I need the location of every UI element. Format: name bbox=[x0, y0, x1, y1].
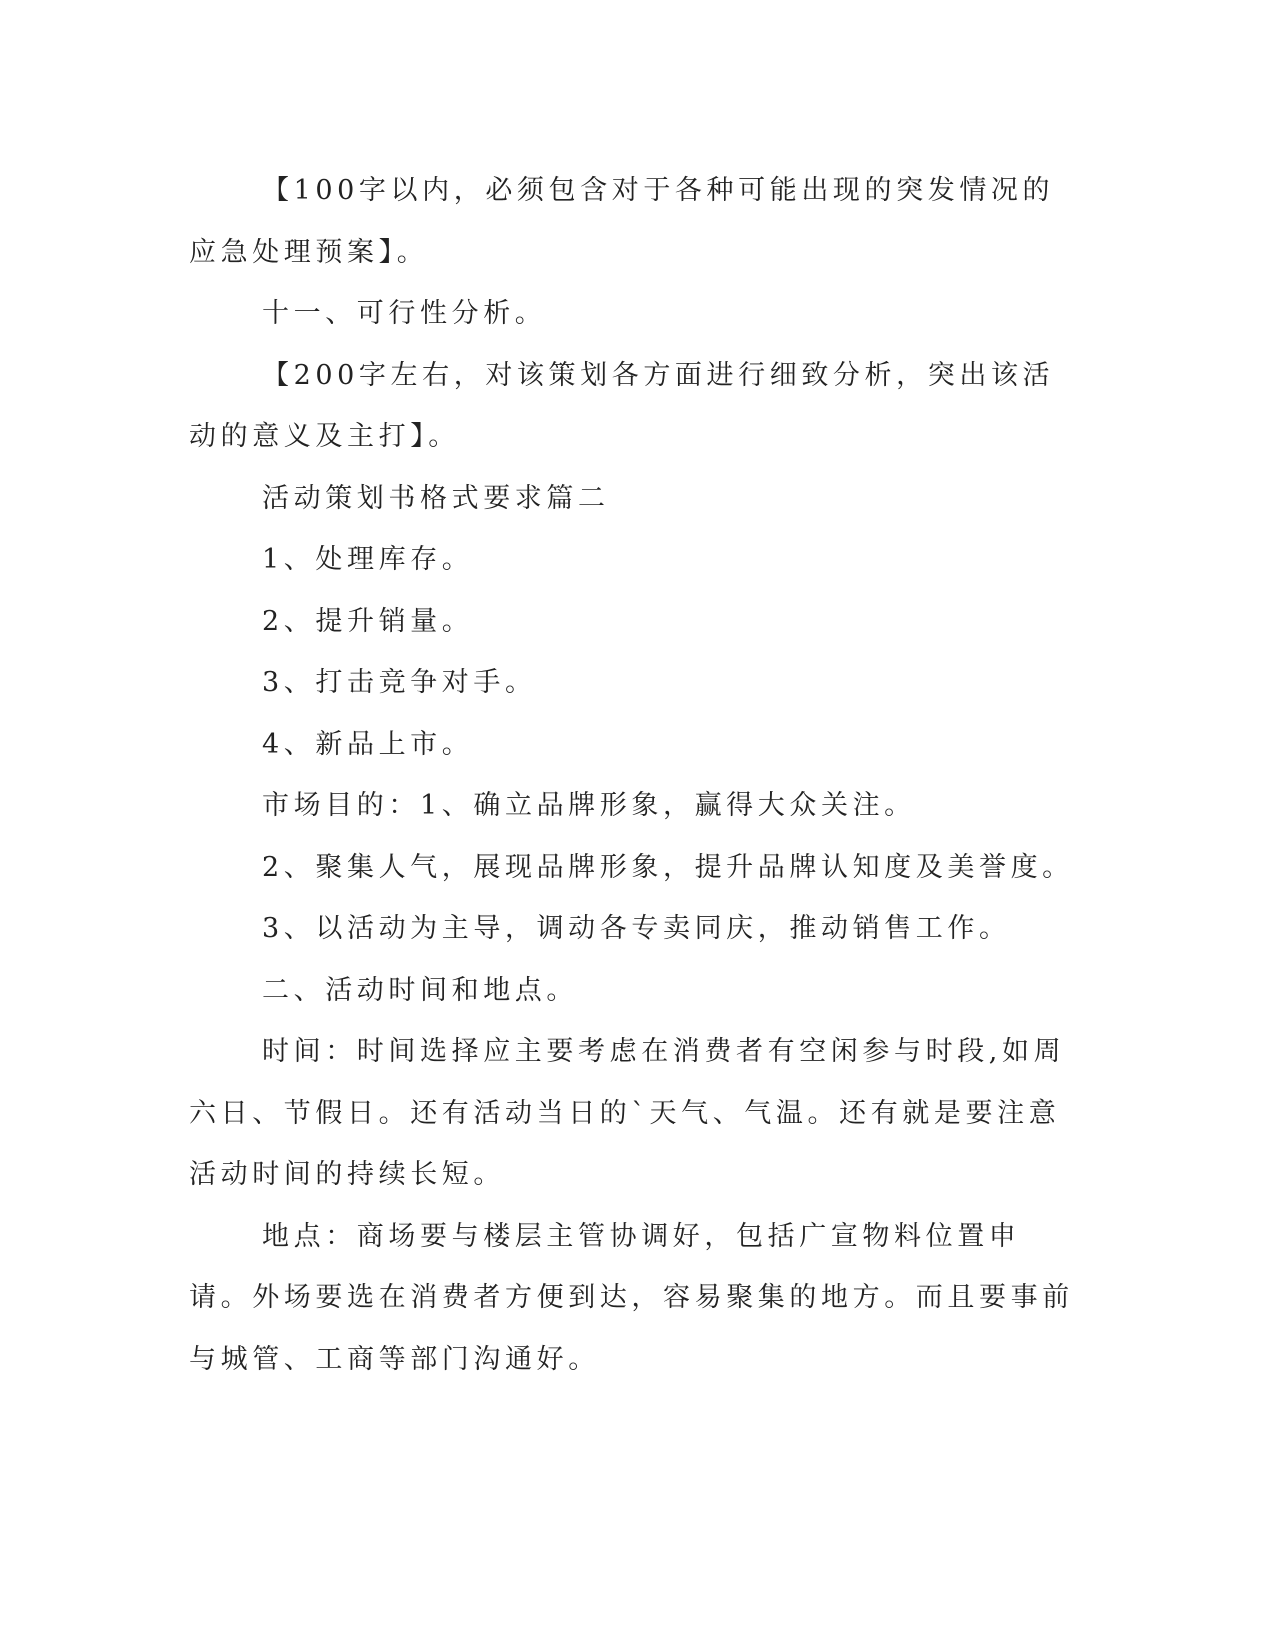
list-item-inventory: 1、处理库存。 bbox=[262, 544, 474, 575]
paragraph-market-goal-1: 市场目的：1、确立品牌形象，赢得大众关注。 bbox=[262, 790, 916, 821]
paragraph-market-goal-2: 2、聚集人气，展现品牌形象，提升品牌认知度及美誉度。 bbox=[262, 851, 1074, 883]
document-body bbox=[189, 160, 1079, 1390]
list-item-new-products: 4、新品上市。 bbox=[262, 728, 474, 760]
paragraph-place: 地点：商场要与楼层主管协调好，包括广宣物料位置申请。外场要选在消费者方便到达，容易聚集的地方。而且要事前与城管、工商等部门沟通好。 bbox=[189, 1220, 1074, 1375]
heading-format-part-two: 活动策划书格式要求篇二 bbox=[262, 482, 610, 514]
paragraph-feasibility-note: 【200字左右，对该策划各方面进行细致分析，突出该活动的意义及主打】。 bbox=[189, 359, 1055, 452]
list-item-sales: 2、提升销量。 bbox=[262, 605, 474, 637]
paragraph-emergency-plan-note: 【100字以内，必须包含对于各种可能出现的突发情况的应急处理预案】。 bbox=[189, 175, 1055, 268]
heading-time-and-place: 二、活动时间和地点。 bbox=[262, 974, 578, 1006]
paragraph-market-goal-3: 3、以活动为主导，调动各专卖同庆，推动销售工作。 bbox=[262, 913, 1011, 944]
heading-feasibility-analysis: 十一、可行性分析。 bbox=[262, 298, 547, 329]
paragraph-time: 时间：时间选择应主要考虑在消费者有空闲参与时段,如周六日、节假日。还有活动当日的`天气、气温。还有就是要注意活动时间的持续长短。 bbox=[189, 1036, 1066, 1190]
list-item-competitors: 3、打击竞争对手。 bbox=[262, 667, 537, 698]
